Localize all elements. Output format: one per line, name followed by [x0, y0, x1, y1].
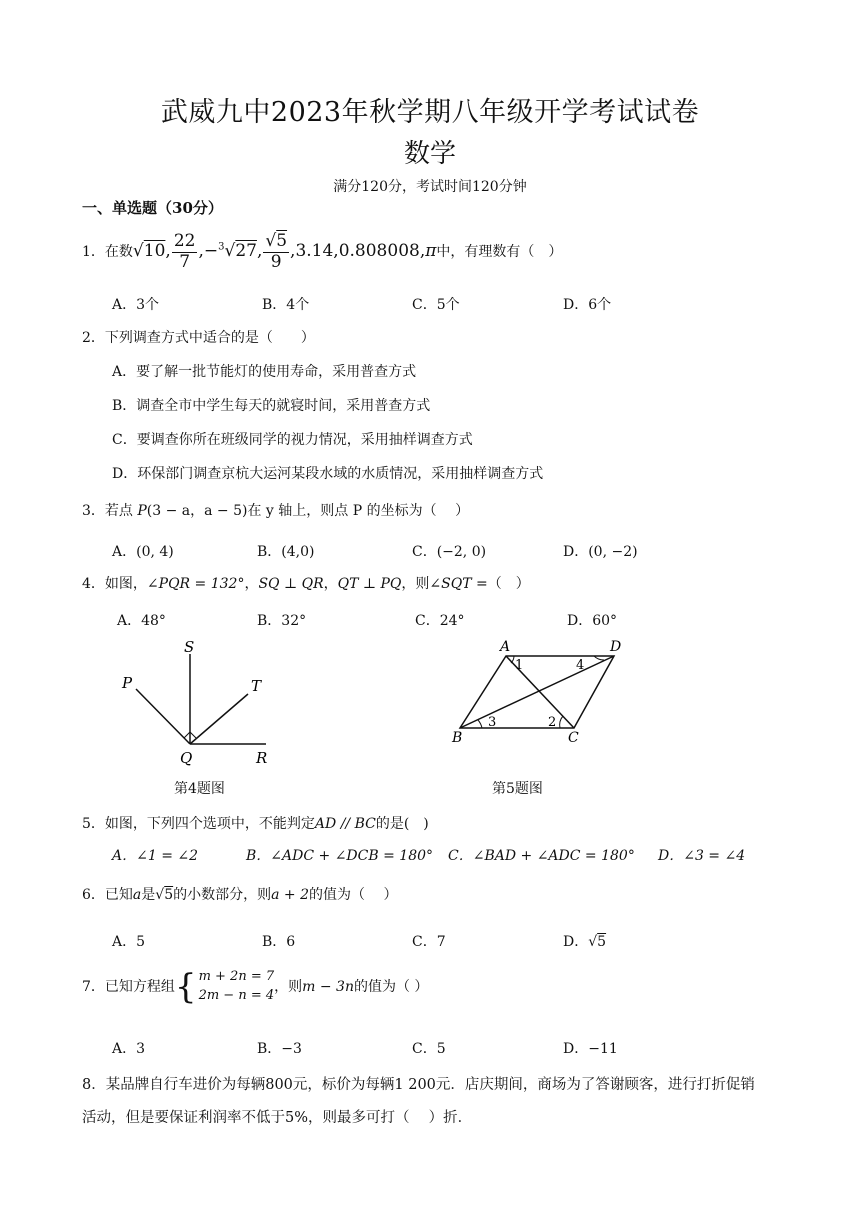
fig5-angle-1: 1 [515, 658, 524, 673]
q5-option-a: A．∠1 = ∠2 [112, 848, 199, 864]
q1-numbers: ,3.14,0.808008, [290, 241, 426, 262]
fig4-label-q: Q [180, 749, 193, 767]
question-7: 7．已知方程组 { m + 2n = 7 2m − n = 4 ，则m − 3n的值为（ ） [82, 966, 429, 1007]
fig5-angle-2: 2 [548, 715, 557, 730]
fig4-label-r: R [256, 749, 268, 767]
figure-5-diagram [448, 636, 634, 748]
q6-option-d: D．√5 [563, 934, 607, 950]
q6-option-b: B．6 [262, 934, 296, 950]
q5-option-c: C．∠BAD + ∠ADC = 180° [448, 848, 635, 864]
fig4-label-p: P [122, 674, 133, 692]
q4-option-a: A．48° [117, 613, 166, 629]
fig4-label-t: T [251, 677, 262, 695]
q1-sqrt10: 10 [143, 241, 166, 262]
question-3: 3．若点 P(3 − a，a − 5)在 y 轴上，则点 P 的坐标为（ ） [82, 503, 470, 519]
question-6: 6．已知a是√5的小数部分，则a + 2的值为（ ） [82, 887, 398, 903]
q7-option-b: B．−3 [257, 1041, 302, 1057]
q7-option-a: A．3 [112, 1041, 146, 1057]
q1-option-b: B．4个 [262, 297, 310, 313]
q7-option-c: C．5 [412, 1041, 446, 1057]
fig5-label-a: A [500, 639, 511, 655]
exam-title: 武威九中2023年秋学期八年级开学考试试卷 [160, 97, 700, 128]
fig4-label-s: S [184, 638, 195, 656]
q5-option-b: B．∠ADC + ∠DCB = 180° [246, 848, 434, 864]
q1-option-a: A．3个 [112, 297, 160, 313]
q1-fraction-sqrt5-9: $\frac{√5}{9}$ [265, 231, 288, 272]
q2-option-d: D．环保部门调查京杭大运河某段水域的水质情况，采用抽样调查方式 [112, 466, 544, 482]
fig5-angle-3: 3 [488, 715, 497, 730]
q1-option-d: D．6个 [563, 297, 612, 313]
q3-option-d: D．(0, −2) [563, 544, 638, 560]
figure-4-caption: 第4题图 [174, 781, 225, 797]
q4-option-b: B．32° [257, 613, 307, 629]
question-2: 2．下列调查方式中适合的是（ ） [82, 330, 315, 346]
figure-4-diagram [110, 636, 280, 770]
fig5-label-c: C [568, 730, 579, 746]
q3-option-b: B．(4,0) [257, 544, 315, 560]
q2-option-a: A．要了解一批节能灯的使用寿命，采用普查方式 [112, 364, 417, 380]
q7-equation-system: { m + 2n = 7 2m − n = 4 [174, 966, 275, 1007]
q1-prefix: 1．在数 [82, 244, 133, 261]
q2-option-c: C．要调查你所在班级同学的视力情况，采用抽样调查方式 [112, 432, 473, 448]
q7-option-d: D．−11 [563, 1041, 618, 1057]
q1-option-c: C．5个 [412, 297, 460, 313]
figure-5-caption: 第5题图 [492, 781, 543, 797]
q3-option-c: C．(−2, 0) [412, 544, 487, 560]
q6-option-c: C．7 [412, 934, 446, 950]
q1-fraction-22-7: $\frac{22}{7}$ [173, 231, 196, 272]
q1-pi: π [425, 241, 437, 262]
q1-suffix: 中，有理数有（ ） [436, 244, 563, 261]
q5-option-d: D．∠3 = ∠4 [658, 848, 746, 864]
q3-option-a: A．(0, 4) [112, 544, 174, 560]
question-8-line-1: 8．某品牌自行车进价为每辆800元，标价为每辆1 200元．店庆期间，商场为了答谢顾客，进行打折促销 [82, 1077, 755, 1093]
question-4: 4．如图，∠PQR = 132°，SQ ⊥ QR，QT ⊥ PQ，则∠SQT =（ ） [82, 576, 530, 592]
question-8-line-2: 活动，但是要保证利润率不低于5%，则最多可打（ ）折． [82, 1110, 473, 1126]
fig5-angle-4: 4 [576, 658, 585, 673]
section-heading: 一、单选题（30分） [82, 199, 223, 217]
q1-cbrt27: 27 [235, 241, 257, 262]
q3-coordinate: (3 − a，a − 5) [146, 503, 248, 519]
exam-subject: 数学 [403, 139, 456, 169]
q4-option-c: C．24° [415, 613, 465, 629]
question-5: 5．如图，下列四个选项中，不能判定AD // BC的是( ) [82, 816, 429, 832]
fig5-label-d: D [610, 639, 622, 655]
q6-option-a: A．5 [112, 934, 146, 950]
q2-option-b: B．调查全市中学生每天的就寝时间，采用普查方式 [112, 398, 431, 414]
q4-option-d: D．60° [567, 613, 618, 629]
question-1: 1．在数√10, $\frac{22}{7}$ ,−$^3$√27, $\frac{√5}{9}$ ,3.14,0.808008,π中，有理数有（ ） [82, 231, 563, 272]
exam-note: 满分120分，考试时间120分钟 [333, 179, 527, 195]
fig5-label-b: B [452, 730, 463, 746]
